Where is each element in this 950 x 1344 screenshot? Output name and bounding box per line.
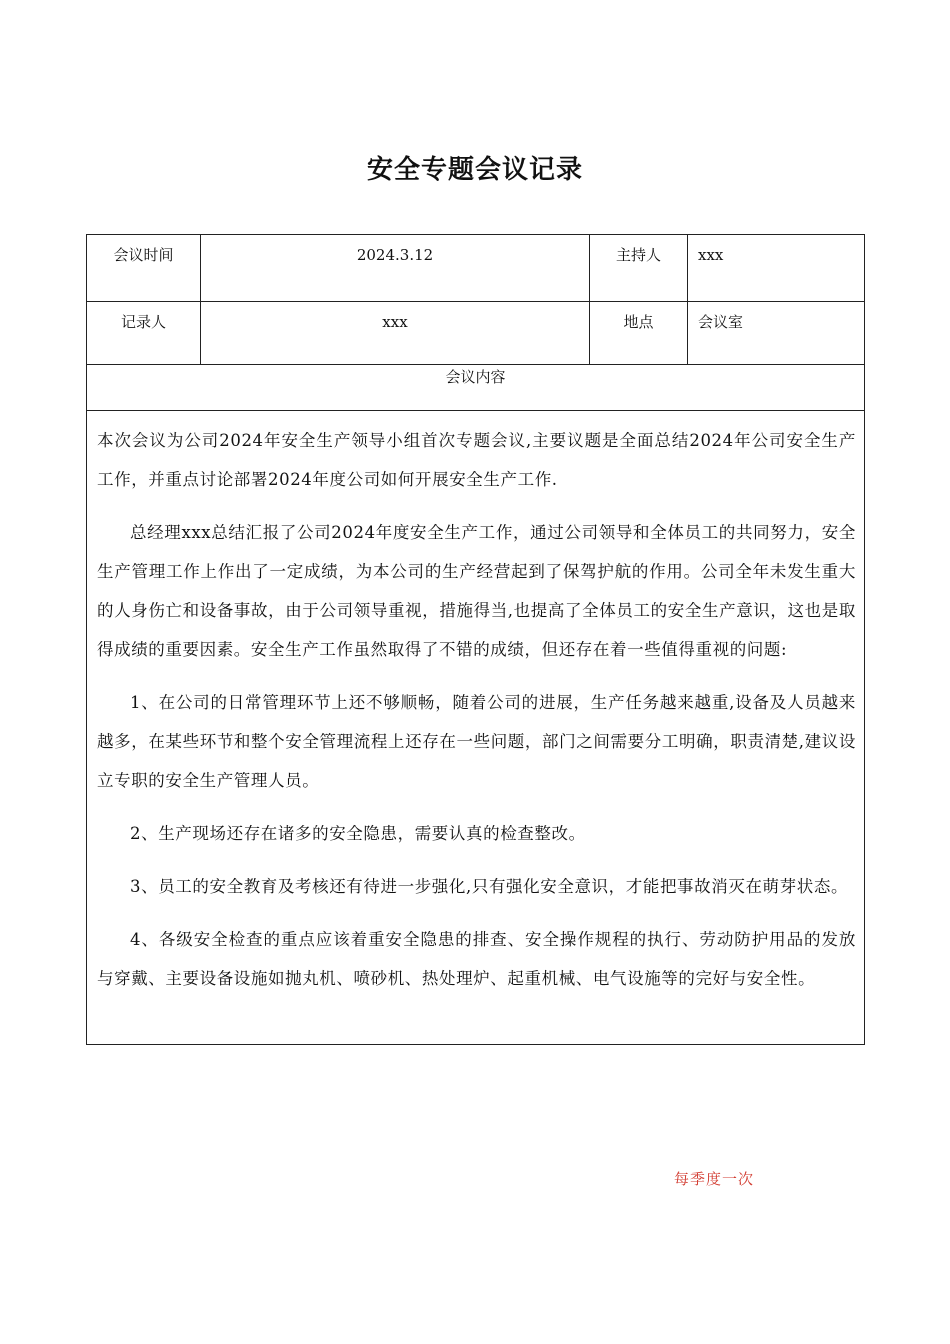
meeting-record-table [86,234,865,1045]
page-title: 安全专题会议记录 [366,155,583,185]
location-label: 地点 [590,302,688,365]
summary-paragraph: 总经理xxx总结汇报了公司2024年度安全生产工作，通过公司领导和全体员工的共同努力，安全生产管理工作上作出了一定成绩，为本公司的生产经营起到了保驾护航的作用。公司全年未发生重大的人身伤亡和设备事故，由于公司领导重视，措施得当,也提高了全体员工的安全生产意识，这也是取得成绩的重要因素。安全生产工作虽然取得了不错的成绩，但还存在着一些值得重视的问题: [97,523,856,659]
issue-item: 3、员工的安全教育及考核还有待进一步强化,只有强化安全意识，才能把事故消灭在萌芽状态。 [130,877,849,896]
table-row [87,235,865,302]
host-value: xxx [688,235,865,302]
meeting-time-value: 2024.3.12 [201,235,590,302]
recorder-label: 记录人 [87,302,201,365]
meeting-content [87,411,865,1045]
issue-item: 2、生产现场还存在诸多的安全隐患，需要认真的检查整改。 [130,824,586,843]
table-row [87,302,865,365]
issue-item: 4、各级安全检查的重点应该着重安全隐患的排查、安全操作规程的执行、劳动防护用品的发放与穿戴、主要设备设施如抛丸机、喷砂机、热处理炉、起重机械、电气设施等的完好与安全性。 [97,930,856,988]
frequency-note: 每季度一次 [674,1170,755,1188]
location-value: 会议室 [688,302,865,365]
table-row [87,365,865,411]
table-row [87,411,865,1045]
meeting-time-label: 会议时间 [87,235,201,302]
recorder-value: xxx [201,302,590,365]
host-label: 主持人 [590,235,688,302]
content-header: 会议内容 [87,365,865,411]
issue-item: 1、在公司的日常管理环节上还不够顺畅，随着公司的进展，生产任务越来越重,设备及人员越来越多，在某些环节和整个安全管理流程上还存在一些问题，部门之间需要分工明确，职责清楚,建议设立专职的安全生产管理人员。 [97,693,856,790]
intro-paragraph: 本次会议为公司2024年安全生产领导小组首次专题会议,主要议题是全面总结2024年公司安全生产工作，并重点讨论部署2024年度公司如何开展安全生产工作. [97,431,856,489]
